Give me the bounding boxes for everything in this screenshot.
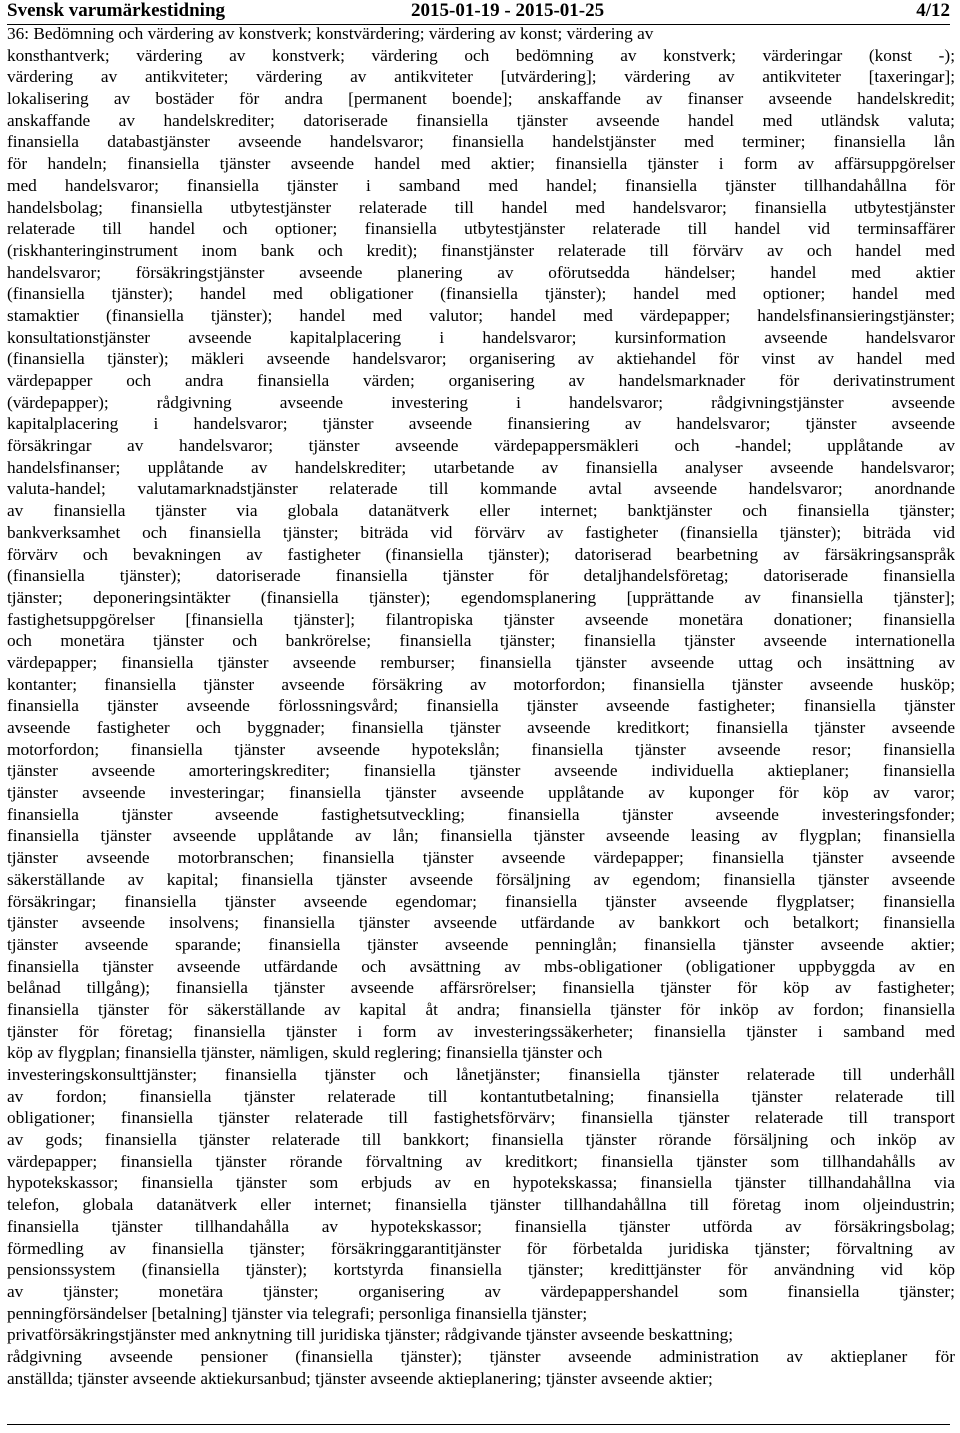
text-line: handelsfinanser; upplåtande av handelskrediter; utarbetande av finansiella analyser avseende handelsvaror;	[7, 457, 955, 477]
text-line: telefon, globala datanätverk eller internet; finansiella tjänster tillhandahållna till företag inom oljeindustrin;	[7, 1195, 955, 1215]
text-line: handelsvaror; försäkringstjänster avseende planering av oförutsedda händelser; handel med aktier	[7, 262, 955, 282]
text-line: försäkringar av handelsvaror; tjänster avseende värdepappersmäkleri och -handel; upplåtande av	[7, 436, 955, 456]
text-line: finansiella tjänster för säkerställande av kapital åt andra; finansiella tjänster för inköp av fordon; finansiella	[7, 999, 955, 1019]
text-line: avseende fastigheter och byggnader; finansiella tjänster avseende kreditkort; finansiella tjänster avseende	[7, 718, 955, 737]
text-line: (finansiella tjänster); handel med obligationer (finansiella tjänster); handel med optioner; handel med	[7, 284, 955, 304]
text-line: hypotekskassor; finansiella tjänster som erbjuds av en hypotekskassa; finansiella tjänster tillhandahållna via	[7, 1173, 955, 1193]
text-line: kontanter; finansiella tjänster avseende försäkring av motorfordon; finansiella tjänster avseende husköp;	[7, 674, 955, 694]
text-line: valuta-handel; valutamarknadstjänster relaterade till kommande avtal avseende handelsvaror; anordnande	[7, 479, 955, 499]
text-line: tjänster för företag; finansiella tjänster i form av investeringssäkerheter; finansiella tjänster i samband med	[7, 1021, 955, 1041]
text-line: tjänster avseende insolvens; finansiella tjänster avseende utfärdande av bankkort och betalkort; finansiella	[7, 913, 955, 933]
text-line: av finansiella tjänster via globala datanätverk eller internet; banktjänster och finansiella tjänster;	[7, 501, 955, 521]
text-line: finansiella tjänster avseende utfärdande och avsättning av mbs-obligationer (obligationer uppbyggda av en	[7, 956, 955, 976]
text-line: (riskhanteringinstrument inom bank och kredit); finanstjänster relaterade till förvärv av och handel med	[7, 240, 955, 260]
text-line: stamaktier (finansiella tjänster); handel med valutor; handel med värdepapper; handelsfinansieringstjänster;	[7, 305, 955, 325]
text-line: av tjänster; monetära tjänster; organisering av värdepappershandel som finansiella tjänster;	[7, 1281, 955, 1301]
footer-divider	[7, 1424, 950, 1425]
text-line: fastighetsuppgörelser [finansiella tjänster]; filantropiska tjänster avseende monetära donationer; finansiella	[7, 609, 955, 629]
text-line: finansiella tjänster avseende upplåtande av lån; finansiella tjänster avseende leasing av flygplan; finansiella	[7, 826, 955, 846]
text-line: privatförsäkringstjänster med anknytning till juridiska tjänster; rådgivande tjänster avseende beskattning;	[7, 1325, 734, 1345]
text-line: förmedling av finansiella tjänster; försäkringgarantitjänster för förbetalda juridiska tjänster; förvaltning av	[7, 1238, 955, 1258]
page-number: 4/12	[916, 0, 950, 21]
text-line: för handeln; finansiella tjänster avseende handel med aktier; finansiella tjänster i form av affärsuppgörelser	[7, 154, 955, 174]
text-line: konsthantverk; värdering av konstverk; värdering och bedömning av konstverk; värderingar (konst -);	[7, 45, 955, 65]
text-line: värdepapper; finansiella tjänster rörande förvaltning av kreditkort; finansiella tjänster som tillhandahålls av	[7, 1151, 955, 1171]
text-line: tjänster avseende motorbranschen; finansiella tjänster avseende värdepapper; finansiella tjänster avseende	[7, 848, 955, 868]
text-line: (finansiella tjänster); datoriserade finansiella tjänster för detaljhandelsföretag; datoriserade finansiella	[7, 566, 955, 586]
text-line: motorfordon; finansiella tjänster avseende hypotekslån; finansiella tjänster avseende resor; finansiella	[7, 739, 955, 759]
text-line: pensionssystem (finansiella tjänster); kortstyrda finansiella tjänster; kredittjänster för användning vid köp	[7, 1260, 955, 1280]
text-line: tjänster avseende investeringar; finansiella tjänster avseende upplåtande av kuponger för köp av varor;	[7, 783, 955, 803]
document-body	[7, 23, 955, 1389]
text-line: förvärv och bevakningen av fastigheter (finansiella tjänster); datoriserad bearbetning av färsäkringsanspråk	[7, 544, 955, 564]
text-line: köp av flygplan; finansiella tjänster, nämligen, skuld reglering; finansiella tjänster och	[7, 1043, 603, 1063]
publication-title: Svensk varumärkestidning	[7, 0, 226, 21]
text-line: värdering av antikviteter; värdering av antikviteter [utvärdering]; värdering av antikviteter [taxeringar];	[7, 67, 955, 87]
date-range: 2015-01-19 - 2015-01-25	[411, 0, 605, 21]
text-line: belånad tillgång); finansiella tjänster avseende affärsrörelser; finansiella tjänster för köp av fastigheter;	[7, 978, 955, 998]
text-line: tjänster avseende amorteringskrediter; finansiella tjänster avseende individuella aktieplaner; finansiella	[7, 761, 955, 781]
text-line: penningförsändelser [betalning] tjänster via telegrafi; personliga finansiella tjänster;	[7, 1303, 588, 1323]
text-line: värdepapper; finansiella tjänster avseende remburser; finansiella tjänster avseende uttag och insättning av	[7, 652, 955, 672]
text-line: av fordon; finansiella tjänster relaterade till kontantutbetalning; finansiella tjänster relaterade till	[7, 1086, 955, 1106]
text-line: konsultationstjänster avseende kapitalplacering i handelsvaror; kursinformation avseende handelsvaror	[7, 327, 955, 347]
text-line: relaterade till handel och optioner; finansiella utbytestjänster relaterade till handel vid terminsaffärer	[7, 219, 955, 239]
text-line: handelsbolag; finansiella utbytestjänster relaterade till handel med handelsvaror; finansiella utbytestjänster	[7, 197, 955, 217]
text-line: rådgivning avseende pensioner (finansiella tjänster); tjänster avseende administration av aktieplaner för	[7, 1346, 955, 1366]
text-line: finansiella tjänster tillhandahålla av hypotekskassor; finansiella tjänster utförda av försäkringsbolag;	[7, 1216, 955, 1236]
text-line: (finansiella tjänster); mäkleri avseende handelsvaror; organisering av aktiehandel för vinst av handel med	[7, 349, 955, 369]
text-line: och monetära tjänster och bankrörelse; finansiella tjänster; finansiella tjänster avseende internationella	[7, 631, 955, 651]
text-line: med handelsvaror; finansiella tjänster i samband med handel; finansiella tjänster tillhandahållna för	[7, 175, 955, 195]
text-line: säkerställande av kapital; finansiella tjänster avseende försäljning av egendom; finansiella tjänster avseende	[7, 869, 955, 889]
text-line: (värdepapper); rådgivning avseende investering i handelsvaror; rådgivningstjänster avseende	[7, 392, 955, 412]
page-header	[7, 0, 950, 25]
text-line: försäkringar; finansiella tjänster avseende egendomar; finansiella tjänster avseende flygplatser; finansiella	[7, 891, 955, 911]
text-line: anskaffande av handelskrediter; datoriserade finansiella tjänster avseende handel med utländsk valuta;	[7, 110, 955, 130]
text-line: finansiella tjänster avseende fastighetsutveckling; finansiella tjänster avseende investeringsfonder;	[7, 804, 955, 824]
text-line: obligationer; finansiella tjänster relaterade till fastighetsförvärv; finansiella tjänster relaterade till transport	[7, 1108, 955, 1128]
text-line: tjänster avseende sparande; finansiella tjänster avseende penninglån; finansiella tjänster avseende aktier;	[7, 934, 955, 954]
text-line: anställda; tjänster avseende aktiekursanbud; tjänster avseende aktieplanering; tjänster avseende aktier;	[7, 1368, 713, 1388]
text-line: investeringskonsulttjänster; finansiella tjänster och lånetjänster; finansiella tjänster relaterade till underhåll	[7, 1065, 955, 1084]
text-line: tjänster; deponeringsintäkter (finansiella tjänster); egendomsplanering [upprättande av finansiella tjänster];	[7, 587, 955, 607]
text-line: 36: Bedömning och värdering av konstverk; konstvärdering; värdering av konst; värdering av	[7, 24, 654, 43]
text-line: av gods; finansiella tjänster relaterade till bankkort; finansiella tjänster rörande försäljning och inköp av	[7, 1130, 955, 1150]
text-line: bankverksamhet och finansiella tjänster; biträda vid förvärv av fastigheter (finansiella tjänster); biträda vid	[7, 522, 955, 542]
text-line: lokalisering av bostäder för andra [permanent boende]; anskaffande av finanser avseende handelskredit;	[7, 89, 955, 109]
text-line: kapitalplacering i handelsvaror; tjänster avseende finansiering av handelsvaror; tjänster avseende	[7, 414, 955, 434]
text-line: finansiella databastjänster avseende handelsvaror; finansiella handelstjänster med terminer; finansiella lån	[7, 132, 955, 152]
text-line: finansiella tjänster avseende förlossningsvård; finansiella tjänster avseende fastigheter; finansiella tjänster	[7, 696, 955, 716]
text-line: värdepapper och andra finansiella värden; organisering av handelsmarknader för derivatinstrument	[7, 371, 955, 390]
